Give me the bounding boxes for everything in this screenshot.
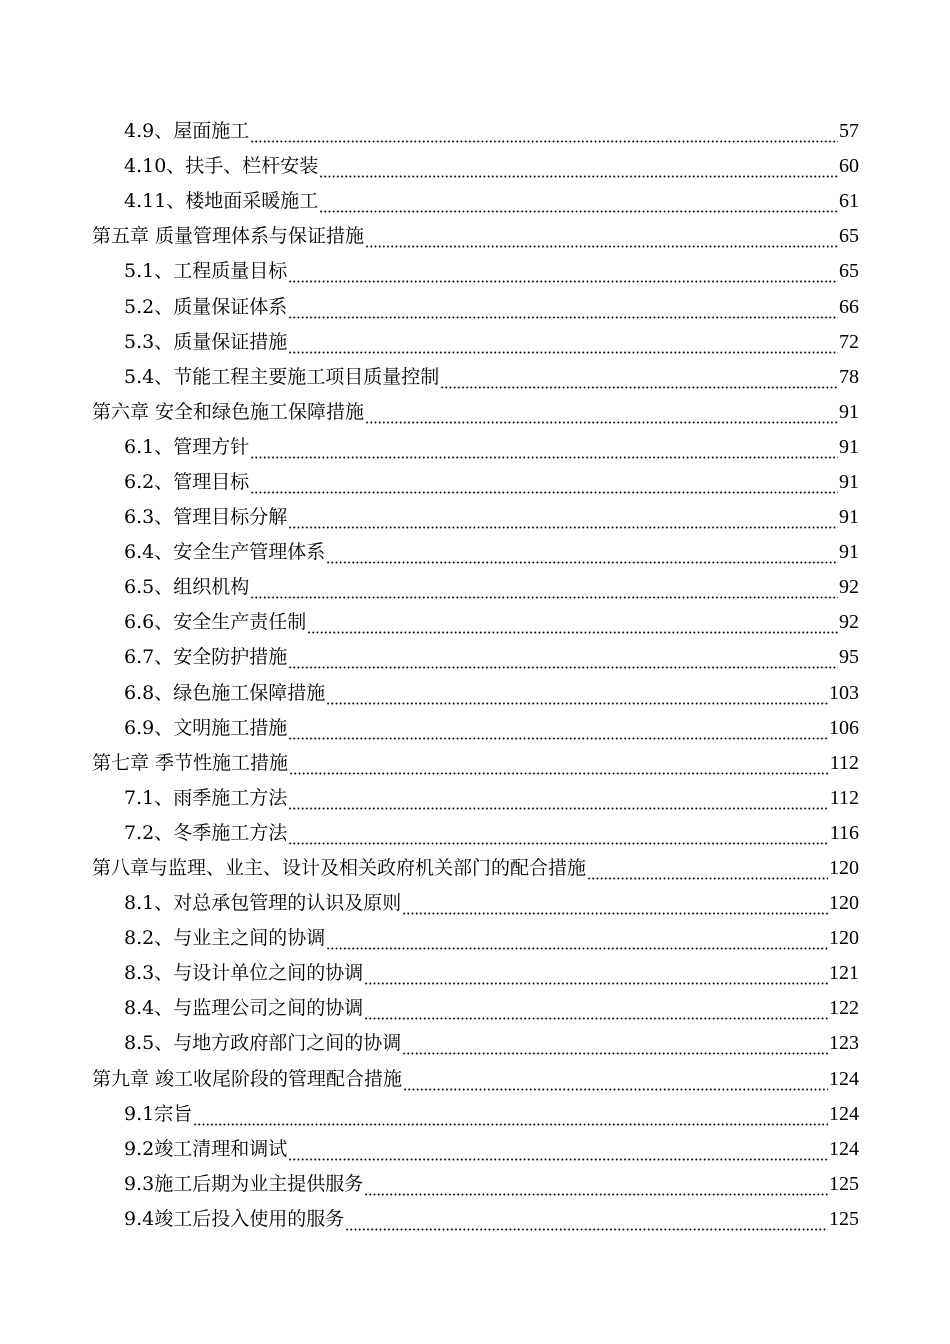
toc-section-entry[interactable]	[0, 325, 950, 360]
dot-leader	[307, 605, 838, 640]
toc-entry-title: 8.5、与地方政府部门之间的协调	[124, 1026, 401, 1061]
toc-entry-page-number: 92	[839, 611, 859, 634]
toc-entry-title: 9.2竣工清理和调试	[124, 1132, 287, 1167]
dot-leader	[364, 956, 828, 991]
toc-entry-page-number: 125	[829, 1207, 859, 1230]
dot-leader	[250, 570, 838, 605]
toc-entry-page-number: 122	[829, 997, 859, 1020]
toc-entry-page-number: 61	[839, 190, 859, 213]
dot-leader	[364, 1167, 828, 1202]
toc-entry-title: 4.11、楼地面采暖施工	[124, 184, 318, 219]
dot-leader	[288, 781, 829, 816]
toc-entry-page-number: 112	[829, 751, 859, 774]
toc-entry-title: 8.3、与设计单位之间的协调	[124, 956, 363, 991]
dot-leader	[326, 921, 828, 956]
toc-entry-title: 5.3、质量保证措施	[124, 325, 287, 360]
dot-leader	[288, 640, 838, 675]
toc-entry-page-number: 103	[829, 681, 859, 704]
dot-leader	[345, 1202, 828, 1237]
toc-chapter-entry[interactable]	[0, 395, 950, 430]
toc-section-entry[interactable]	[0, 289, 950, 324]
toc-entry-title: 5.4、节能工程主要施工项目质量控制	[124, 360, 439, 395]
toc-entry-title: 9.4竣工后投入使用的服务	[124, 1202, 344, 1237]
toc-entry-page-number: 65	[839, 260, 859, 283]
toc-section-entry[interactable]	[0, 676, 950, 711]
dot-leader	[288, 325, 838, 360]
toc-chapter-entry[interactable]	[0, 746, 950, 781]
toc-entry-page-number: 57	[839, 120, 859, 143]
dot-leader	[326, 676, 828, 711]
dot-leader	[288, 1132, 828, 1167]
toc-entry-page-number: 123	[829, 1032, 859, 1055]
toc-entry-title: 第八章与监理、业主、设计及相关政府机关部门的配合措施	[92, 851, 586, 886]
toc-entry-title: 6.4、安全生产管理体系	[124, 535, 325, 570]
toc-section-entry[interactable]	[0, 430, 950, 465]
dot-leader	[250, 465, 838, 500]
toc-section-entry[interactable]	[0, 360, 950, 395]
toc-section-entry[interactable]	[0, 535, 950, 570]
dot-leader	[319, 184, 838, 219]
toc-section-entry[interactable]	[0, 184, 950, 219]
toc-entry-title: 6.8、绿色施工保障措施	[124, 676, 325, 711]
toc-entry-page-number: 92	[839, 576, 859, 599]
toc-entry-page-number: 91	[839, 506, 859, 529]
toc-entry-title: 4.9、屋面施工	[124, 114, 249, 149]
toc-entry-title: 9.3施工后期为业主提供服务	[124, 1167, 363, 1202]
dot-leader	[402, 886, 828, 921]
toc-entry-page-number: 95	[839, 646, 859, 669]
toc-section-entry[interactable]	[0, 1097, 950, 1132]
toc-entry-page-number: 120	[829, 892, 859, 915]
dot-leader	[289, 746, 829, 781]
dot-leader	[288, 500, 838, 535]
toc-section-entry[interactable]	[0, 886, 950, 921]
dot-leader	[440, 360, 838, 395]
dot-leader	[365, 219, 838, 254]
toc-entry-title: 9.1宗旨	[124, 1097, 192, 1132]
toc-section-entry[interactable]	[0, 605, 950, 640]
toc-entry-page-number: 91	[839, 435, 859, 458]
dot-leader	[403, 1062, 828, 1097]
dot-leader	[587, 851, 828, 886]
toc-section-entry[interactable]	[0, 465, 950, 500]
toc-entry-page-number: 60	[839, 155, 859, 178]
toc-section-entry[interactable]	[0, 1026, 950, 1061]
toc-section-entry[interactable]	[0, 500, 950, 535]
toc-entry-page-number: 91	[839, 470, 859, 493]
dot-leader	[402, 1026, 828, 1061]
toc-entry-title: 6.3、管理目标分解	[124, 500, 287, 535]
dot-leader	[319, 149, 838, 184]
toc-entry-title: 第七章 季节性施工措施	[92, 746, 288, 781]
toc-entry-title: 6.2、管理目标	[124, 465, 249, 500]
toc-section-entry[interactable]	[0, 149, 950, 184]
toc-entry-page-number: 121	[829, 962, 859, 985]
dot-leader	[365, 395, 838, 430]
toc-entry-title: 7.1、雨季施工方法	[124, 781, 287, 816]
dot-leader	[250, 430, 838, 465]
toc-entry-page-number: 116	[829, 821, 859, 844]
toc-section-entry[interactable]	[0, 956, 950, 991]
toc-entry-title: 6.5、组织机构	[124, 570, 249, 605]
toc-entry-page-number: 124	[829, 1102, 859, 1125]
toc-section-entry[interactable]	[0, 1132, 950, 1167]
toc-entry-title: 第五章 质量管理体系与保证措施	[92, 219, 364, 254]
toc-entry-page-number: 124	[829, 1137, 859, 1160]
toc-entry-title: 第九章 竣工收尾阶段的管理配合措施	[92, 1062, 402, 1097]
toc-entry-page-number: 112	[829, 786, 859, 809]
dot-leader	[364, 991, 828, 1026]
table-of-contents	[0, 114, 950, 1237]
toc-entry-title: 6.6、安全生产责任制	[124, 605, 306, 640]
toc-section-entry[interactable]	[0, 570, 950, 605]
toc-entry-page-number: 124	[829, 1067, 859, 1090]
toc-entry-page-number: 120	[829, 857, 859, 880]
toc-entry-title: 4.10、扶手、栏杆安装	[124, 149, 318, 184]
dot-leader	[250, 114, 838, 149]
dot-leader	[288, 711, 828, 746]
dot-leader	[288, 816, 829, 851]
toc-section-entry[interactable]	[0, 781, 950, 816]
toc-entry-title: 第六章 安全和绿色施工保障措施	[92, 395, 364, 430]
toc-entry-title: 8.1、对总承包管理的认识及原则	[124, 886, 401, 921]
dot-leader	[326, 535, 838, 570]
toc-entry-page-number: 72	[839, 330, 859, 353]
toc-section-entry[interactable]	[0, 711, 950, 746]
toc-entry-title: 5.2、质量保证体系	[124, 290, 287, 325]
toc-entry-page-number: 120	[829, 927, 859, 950]
dot-leader	[288, 254, 838, 289]
toc-section-entry[interactable]	[0, 991, 950, 1026]
toc-section-entry[interactable]	[0, 816, 950, 851]
toc-section-entry[interactable]	[0, 640, 950, 675]
toc-entry-title: 8.4、与监理公司之间的协调	[124, 991, 363, 1026]
toc-entry-page-number: 106	[829, 716, 859, 739]
toc-entry-title: 5.1、工程质量目标	[124, 254, 287, 289]
toc-section-entry[interactable]	[0, 1167, 950, 1202]
toc-entry-page-number: 66	[839, 295, 859, 318]
toc-entry-title: 6.1、管理方针	[124, 430, 249, 465]
toc-entry-page-number: 65	[839, 225, 859, 248]
toc-entry-page-number: 78	[839, 365, 859, 388]
dot-leader	[288, 290, 838, 325]
toc-entry-title: 6.9、文明施工措施	[124, 711, 287, 746]
toc-entry-title: 8.2、与业主之间的协调	[124, 921, 325, 956]
toc-chapter-entry[interactable]	[0, 851, 950, 886]
toc-section-entry[interactable]	[0, 1202, 950, 1237]
toc-chapter-entry[interactable]	[0, 219, 950, 254]
toc-entry-title: 6.7、安全防护措施	[124, 640, 287, 675]
toc-entry-page-number: 91	[839, 400, 859, 423]
toc-section-entry[interactable]	[0, 921, 950, 956]
toc-section-entry[interactable]	[0, 114, 950, 149]
toc-section-entry[interactable]	[0, 254, 950, 289]
toc-chapter-entry[interactable]	[0, 1062, 950, 1097]
toc-entry-title: 7.2、冬季施工方法	[124, 816, 287, 851]
toc-entry-page-number: 125	[829, 1172, 859, 1195]
toc-entry-page-number: 91	[839, 541, 859, 564]
dot-leader	[193, 1097, 828, 1132]
